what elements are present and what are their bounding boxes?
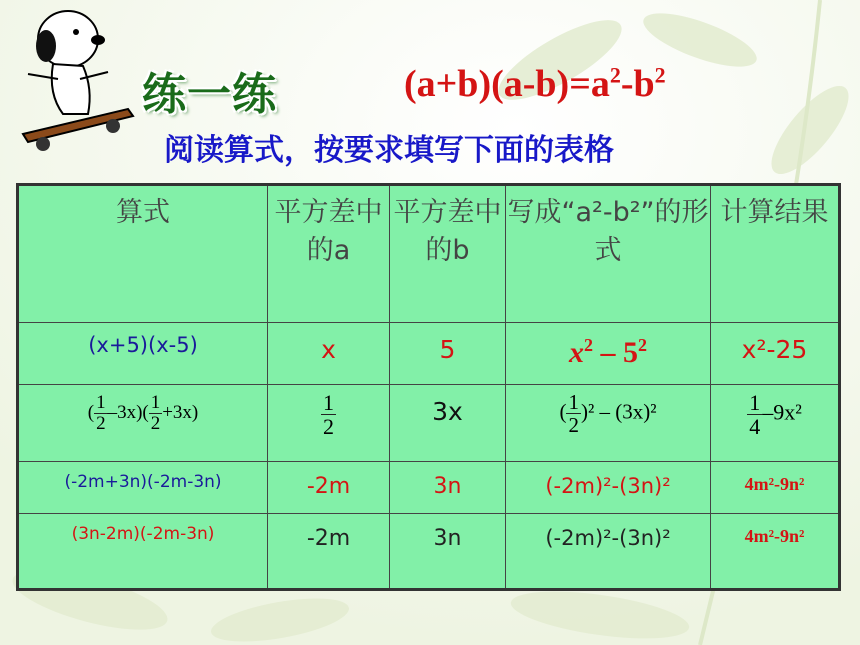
cell-result: 4m²-9n² [711, 514, 840, 590]
snoopy-skateboard-illustration [8, 4, 138, 154]
exercise-table [16, 183, 841, 591]
cell-a: -2m [268, 462, 390, 514]
cell-b: 3x [390, 385, 506, 462]
instruction-text: 阅读算式，按要求填写下面的表格 [164, 133, 614, 168]
cell-form: $x^2 - 5^2$ [506, 323, 711, 385]
table-row [18, 514, 840, 590]
cell-expression: (x+5)(x-5) [18, 323, 268, 385]
cell-form: (-2m)²-(3n)² [506, 462, 711, 514]
cell-b: 3n [390, 462, 506, 514]
cell-result: 4m²-9n² [711, 462, 840, 514]
cell-b: 3n [390, 514, 506, 590]
header-result: 计算结果 [711, 185, 840, 323]
header-expression: 算式 [18, 185, 268, 323]
table-header-row [18, 185, 840, 323]
cell-form: ( $\frac{1}{2}$ )² – (3x)² [506, 385, 711, 462]
cell-result: x²-25 [711, 323, 840, 385]
cell-expression: (-2m+3n)(-2m-3n) [18, 462, 268, 514]
cell-expression: (3n-2m)(-2m-3n) [18, 514, 268, 590]
cell-a: $\frac{1}{2}$ [268, 385, 390, 462]
cell-form: (-2m)²-(3n)² [506, 514, 711, 590]
table-row [18, 385, 840, 462]
header-a: 平方差中的a [268, 185, 390, 323]
cell-result: $\frac{1}{4}$ –9x² [711, 385, 840, 462]
table-row [18, 462, 840, 514]
table-row [18, 323, 840, 385]
page-title: 练一练 [142, 69, 277, 120]
header-form: 写成“a²-b²”的形式 [506, 185, 711, 323]
cell-a: x [268, 323, 390, 385]
header-b: 平方差中的b [390, 185, 506, 323]
cell-expression: ( $\frac{1}{2}$ –3x)( $\frac{1}{2}$ +3x) [18, 385, 268, 462]
difference-of-squares-formula: $(a+b)(a-b)=a^2-b^2$ [404, 62, 666, 105]
cell-a: -2m [268, 514, 390, 590]
cell-b: 5 [390, 323, 506, 385]
